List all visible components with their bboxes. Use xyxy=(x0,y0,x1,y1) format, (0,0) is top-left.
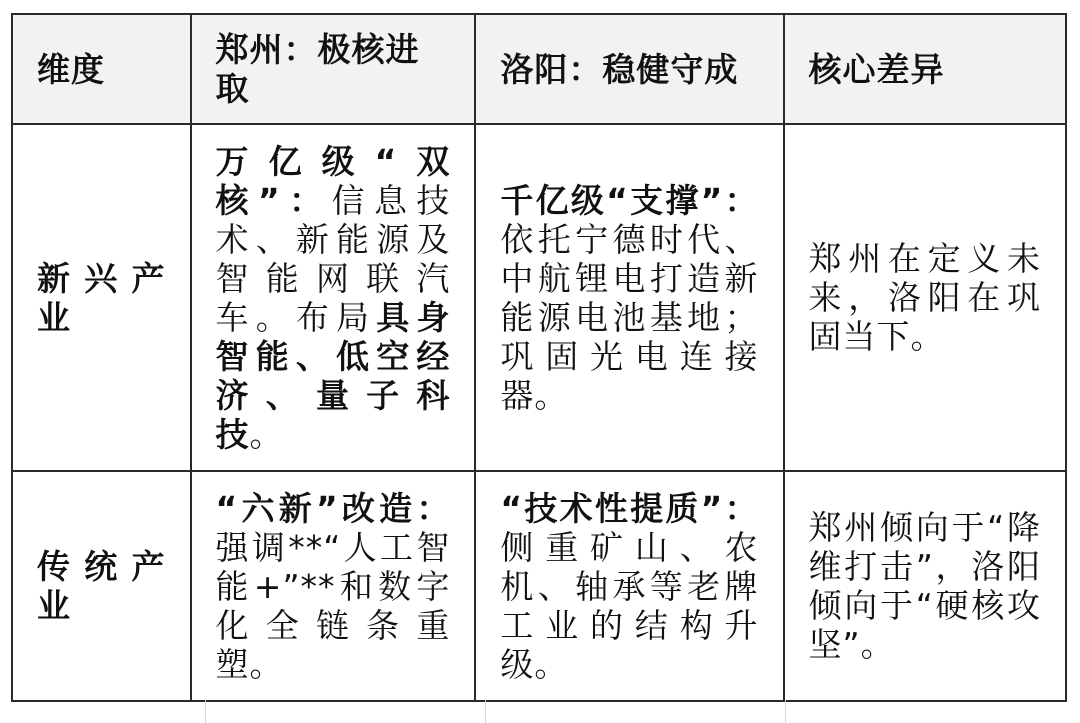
difference-cell: 郑州在定义未来，洛阳在巩固当下。 xyxy=(784,124,1066,471)
table-row xyxy=(12,124,1066,471)
cell-bold-text: 具身智能、低空经济、量子科技 xyxy=(215,297,451,454)
zhengzhou-cell xyxy=(191,471,476,701)
column-divider xyxy=(485,700,486,723)
header-zhengzhou: 郑州：极核进取 xyxy=(191,14,476,124)
zhengzhou-cell xyxy=(191,124,476,471)
cell-lead: “技术性提质”： xyxy=(500,488,759,528)
header-dimension: 维度 xyxy=(12,14,191,124)
row-dimension: 传统产业 xyxy=(12,471,191,701)
luoyang-cell xyxy=(475,124,783,471)
table-row xyxy=(12,471,1066,701)
table-header-row xyxy=(12,14,1066,124)
row-dimension: 新兴产业 xyxy=(12,124,191,471)
comparison-table xyxy=(11,13,1067,702)
cell-text-end: 。 xyxy=(249,414,284,454)
header-luoyang: 洛阳：稳健守成 xyxy=(475,14,783,124)
difference-cell: 郑州倾向于“降维打击”，洛阳倾向于“硬核攻坚”。 xyxy=(784,471,1066,701)
column-divider xyxy=(205,700,206,723)
next-row-hint xyxy=(11,700,1067,723)
cell-text: 依托宁德时代、中航锂电打造新能源电池基地；巩固光电连接器。 xyxy=(500,219,759,415)
header-difference: 核心差异 xyxy=(784,14,1066,124)
cell-text: 信息技术、新能源及智能网联汽车。布局 xyxy=(215,180,451,337)
cell-lead: “六新”改造： xyxy=(215,488,451,528)
cell-text: 侧重矿山、农机、轴承等老牌工业的结构升级。 xyxy=(500,527,759,684)
cell-lead: 万亿级“双核”： xyxy=(215,141,451,220)
cell-lead: 千亿级“支撑”： xyxy=(500,180,759,220)
column-divider xyxy=(785,700,786,723)
cell-text: 强调**“人工智能+”**和数字化全链条重塑。 xyxy=(215,527,451,684)
luoyang-cell xyxy=(475,471,783,701)
